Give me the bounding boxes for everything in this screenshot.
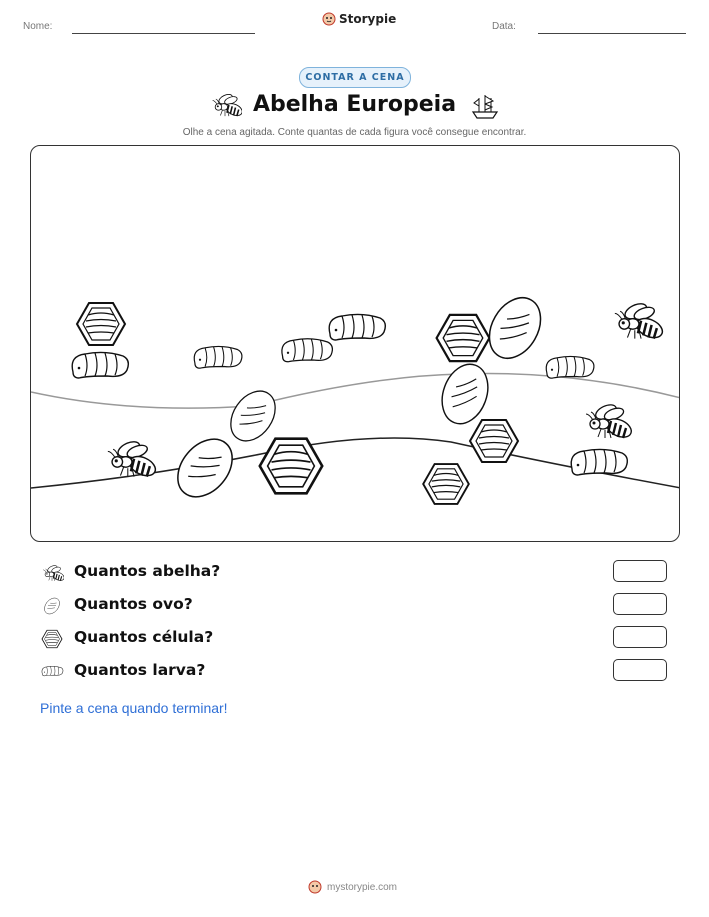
- question-cell: [40, 626, 670, 652]
- footer: [308, 880, 397, 894]
- cell-figure: [423, 464, 469, 504]
- egg-figure: [167, 429, 243, 508]
- coloring-instruction: Pinte a cena quando terminar!: [40, 700, 228, 716]
- date-label: Data:: [492, 21, 516, 32]
- cell-figure: [470, 420, 518, 462]
- name-label: Nome:: [23, 21, 53, 32]
- date-field[interactable]: [538, 33, 686, 34]
- egg-figure: [479, 289, 551, 368]
- larva-figure: [72, 352, 128, 378]
- answer-box-cell[interactable]: [613, 626, 667, 648]
- footer-url[interactable]: mystorypie.com: [327, 881, 398, 893]
- larva-icon: [40, 662, 64, 680]
- question-label: Quantos larva?: [74, 661, 206, 679]
- scene-illustration: [31, 146, 680, 542]
- counting-scene: [30, 145, 680, 542]
- question-bee: [40, 560, 670, 586]
- answer-box-bee[interactable]: [613, 560, 667, 582]
- question-larva: [40, 659, 670, 685]
- larva-figure: [282, 339, 333, 362]
- answer-box-larva[interactable]: [613, 659, 667, 681]
- question-label: Quantos célula?: [74, 628, 214, 646]
- question-label: Quantos ovo?: [74, 595, 193, 613]
- ship-icon: [470, 92, 500, 120]
- egg-icon: [40, 596, 64, 616]
- storypie-mascot-icon: [322, 12, 336, 26]
- larva-figure: [546, 356, 594, 378]
- bee-icon: [40, 563, 64, 583]
- question-label: Quantos abelha?: [74, 562, 221, 580]
- storypie-mascot-icon: [308, 880, 322, 894]
- name-field[interactable]: [72, 33, 255, 34]
- larva-figure: [194, 346, 242, 368]
- storypie-logo: [322, 12, 396, 26]
- cell-figure: [77, 303, 125, 345]
- ground-line-upper: [31, 374, 680, 409]
- bee-figure: [586, 402, 634, 441]
- bee-figure: [615, 301, 666, 342]
- answer-box-egg[interactable]: [613, 593, 667, 615]
- question-egg: [40, 593, 670, 619]
- larva-figure: [329, 314, 385, 340]
- cell-figure: [437, 315, 490, 361]
- activity-badge: CONTAR A CENA: [299, 67, 411, 88]
- larva-figure: [571, 449, 627, 475]
- brand-name: Storypie: [339, 12, 397, 26]
- instructions-subtitle: Olhe a cena agitada. Conte quantas de cada figura você consegue encontrar.: [182, 127, 527, 138]
- cell-figure: [260, 439, 322, 494]
- page-title: Abelha Europeia: [252, 92, 457, 117]
- bee-figure: [108, 439, 159, 480]
- honeycomb-cell-icon: [40, 629, 64, 649]
